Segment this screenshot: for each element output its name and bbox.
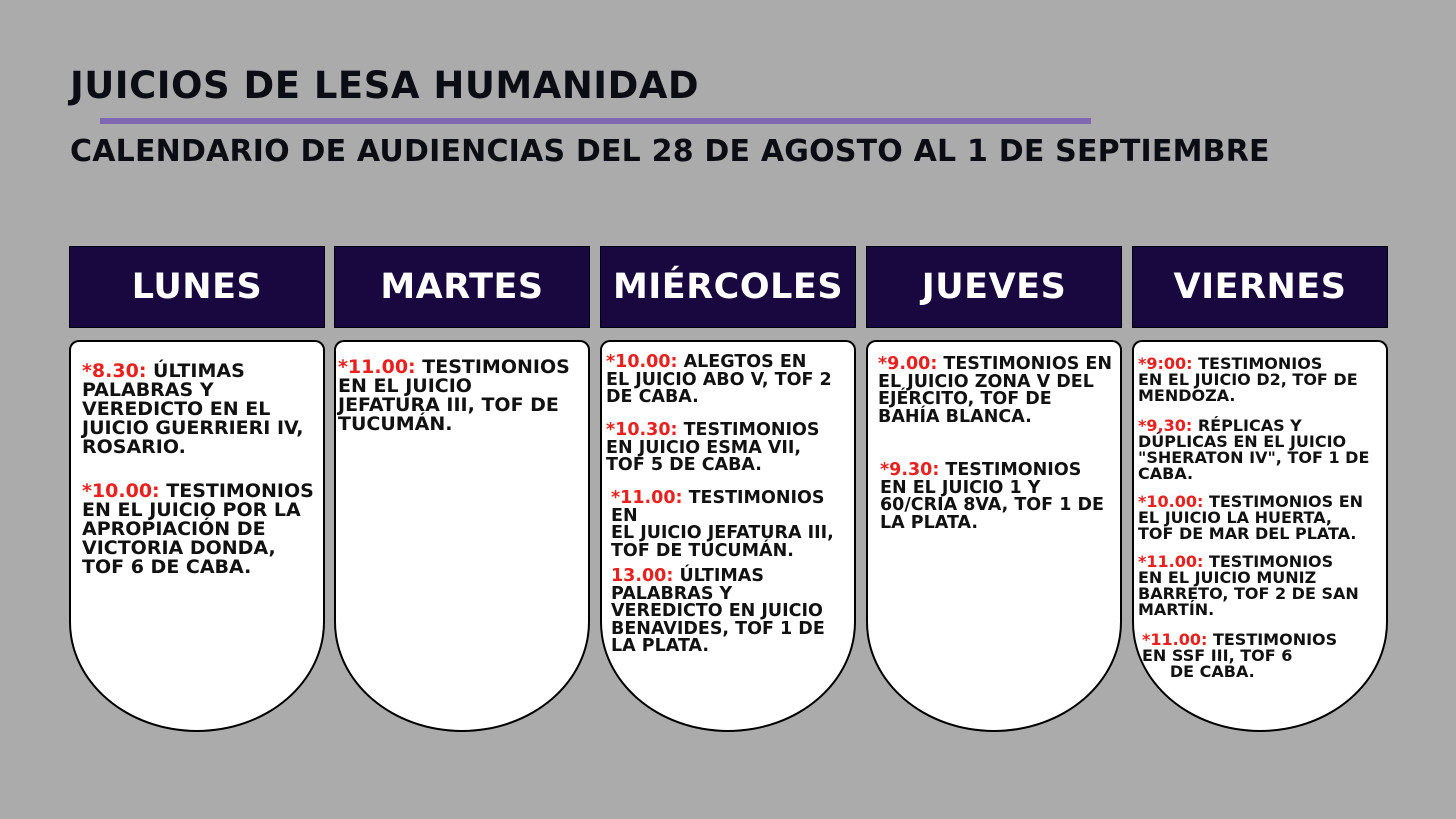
hearing-text-line: TUCUMÁN. [338,413,453,435]
day-card-martes [334,340,590,732]
day-header-miercoles [600,246,856,328]
hearing-entry [611,568,825,656]
hearing-text-line: EN JUICIO ESMA VII, [606,437,802,458]
day-card-jueves [866,340,1122,732]
hearing-time: *10.00: [82,480,160,502]
hearing-entry [606,354,832,407]
hearing-text-line: EL JUICIO ABO V, TOF 2 [606,369,832,390]
hearing-time: *11.00: [611,488,683,508]
hearing-time: *9.00: [878,354,938,374]
hearing-text-line: TESTIMONIOS EN [611,488,825,526]
hearing-time: *11.00: [338,356,416,378]
hearing-text-line: EN EL JUICIO D2, TOF DE [1138,370,1358,389]
hearing-text-line: TOF DE MAR DEL PLATA. [1138,524,1357,543]
day-column-martes [334,246,590,734]
day-name: LUNES [131,267,263,307]
hearing-time: *10.30: [606,420,678,440]
hearing-text-line: TESTIMONIOS EN [1203,492,1364,511]
hearing-text-line: TESTIMONIOS [677,420,820,440]
page-title: JUICIOS DE LESA HUMANIDAD [70,64,700,107]
day-name: JUEVES [921,267,1067,307]
day-name: VIERNES [1173,267,1347,307]
hearing-time: 13.00: [611,566,674,586]
hearing-text-line: VICTORIA DONDA, [82,537,276,559]
title-divider [100,118,1091,124]
hearing-time: *9.30: [880,460,940,480]
hearing-text-line: TOF 5 DE CABA. [606,455,762,475]
hearing-text-line: DE CABA. [606,387,699,407]
hearing-entry [338,358,570,434]
hearing-entry [1142,632,1337,680]
hearing-text-line: JEFATURA III, TOF DE [338,394,559,416]
hearing-text-line: BENAVIDES, TOF 1 DE [611,618,825,639]
hearing-text-line: LA PLATA. [611,636,710,656]
hearing-text-line: BARRETO, TOF 2 DE SAN [1138,584,1359,603]
hearing-text-line: TESTIMONIOS [415,356,570,378]
hearing-text-line: EL JUICIO ZONA V DEL [878,371,1094,392]
hearing-text-line: ROSARIO. [82,436,186,458]
hearing-text-line: TESTIMONIOS [1207,630,1338,649]
day-card-miercoles [600,340,856,732]
hearing-text-line: EN EL JUICIO MUNIZ [1138,568,1317,587]
day-header-lunes [69,246,325,328]
hearing-text-line: CABA. [1138,464,1194,483]
hearing-text-line: 60/CRIA 8VA, TOF 1 DE [880,495,1104,515]
day-card-viernes [1132,340,1388,732]
day-header-viernes [1132,246,1388,328]
hearing-text-line: LA PLATA. [880,512,979,533]
hearing-time: *9:00: [1138,354,1193,373]
page-subtitle: CALENDARIO DE AUDIENCIAS DEL 28 DE AGOSTO AL 1 DE SEPTIEMBRE [70,134,1270,169]
hearing-text-line: ÚLTIMAS [673,566,764,586]
day-column-miercoles [600,246,856,734]
hearing-entry [878,356,1112,426]
hearing-text-line: TOF 6 DE CABA. [82,556,252,578]
hearing-time: *11.00: [1142,630,1208,649]
hearing-text-line: ÚLTIMAS [146,360,245,382]
hearing-text-line: "SHERATON IV", TOF 1 DE [1138,448,1370,467]
hearing-text-line: DE CABA. [1142,662,1255,681]
hearing-text-line: EL JUICIO JEFATURA III, [611,523,834,543]
hearing-entry [611,490,854,560]
hearing-text-line: APROPIACIÓN DE [82,518,266,540]
hearing-entry [1138,554,1359,618]
hearing-text-line: EN EL JUICIO [338,375,472,397]
hearing-text-line: ALEGTOS EN [677,352,807,372]
hearing-time: *10.00: [606,352,678,372]
hearing-text-line: TESTIMONIOS [159,480,314,502]
hearing-text-line: VEREDICTO EN JUICIO [611,601,823,621]
hearing-text-line: TESTIMONIOS EN [937,354,1112,374]
day-column-jueves [866,246,1122,734]
day-name: MIÉRCOLES [612,267,844,307]
hearing-entry [606,422,819,475]
hearing-entry [1138,418,1369,482]
hearing-text-line: TESTIMONIOS [1192,354,1323,373]
hearing-text-line: VEREDICTO EN EL [82,398,271,420]
hearing-entry [1138,494,1363,542]
hearing-entry [1138,356,1358,404]
hearing-text-line: EN EL JUICIO 1 Y [880,477,1041,498]
day-header-martes [334,246,590,328]
hearing-text-line: BAHÍA BLANCA. [878,406,1032,427]
hearing-entry [82,362,304,457]
hearing-time: *9,30: [1138,416,1193,435]
hearing-text-line: EJÉRCITO, TOF DE [878,389,1052,409]
hearing-text-line: PALABRAS Y [611,583,733,604]
hearing-text-line: EN SSF III, TOF 6 [1142,646,1293,665]
day-name: MARTES [380,267,544,307]
hearing-time: *8.30: [82,360,147,382]
hearing-entry [880,462,1104,532]
hearing-text-line: TESTIMONIOS [1203,552,1334,571]
hearing-entry [82,482,314,577]
hearing-text-line: EN EL JUICIO POR LA [82,499,301,521]
hearing-time: *10.00: [1138,492,1204,511]
hearing-text-line: DÚPLICAS EN EL JUICIO [1138,432,1347,451]
hearing-text-line: MARTÍN. [1138,600,1215,619]
hearing-text-line: EL JUICIO LA HUERTA, [1138,508,1332,527]
hearing-text-line: PALABRAS Y [82,379,214,401]
hearing-text-line: RÉPLICAS Y [1192,416,1302,435]
day-card-lunes [69,340,325,732]
hearing-text-line: TESTIMONIOS [939,460,1082,480]
hearing-text-line: MENDOZA. [1138,386,1236,405]
day-header-jueves [866,246,1122,328]
hearing-text-line: TOF DE TUCUMÁN. [611,540,794,561]
hearing-time: *11.00: [1138,552,1204,571]
day-column-lunes [69,246,325,734]
day-column-viernes [1132,246,1388,734]
hearing-text-line: JUICIO GUERRIERI IV, [82,417,304,439]
